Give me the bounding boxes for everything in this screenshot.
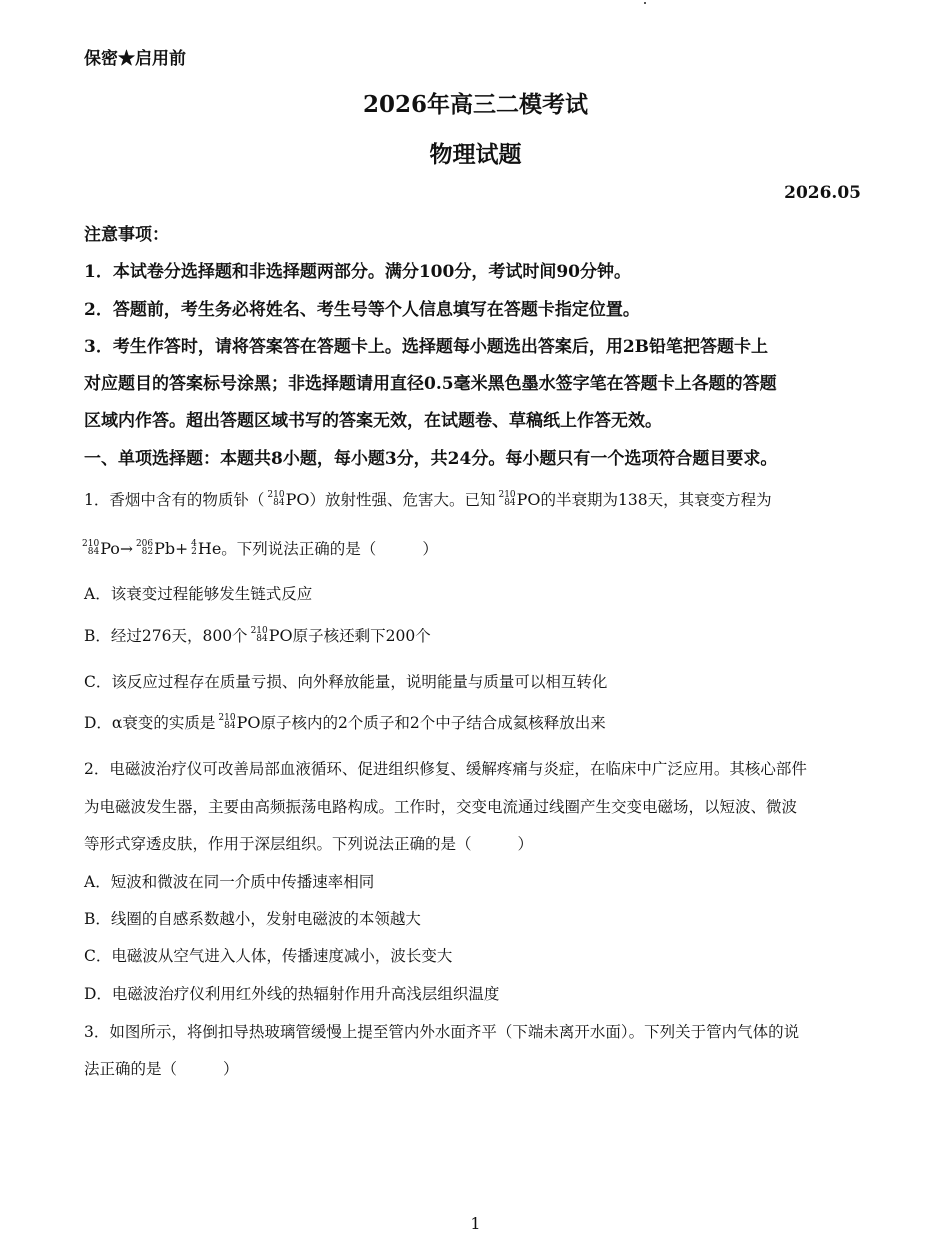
decay-equation: [82, 537, 438, 559]
paren-close: ）: [223, 1060, 239, 1078]
q1-option-c: C．该反应过程存在质量亏损、向外释放能量，说明能量与质量可以相互转化: [84, 673, 608, 691]
he-symbol: He: [197, 539, 222, 558]
paren-close: ）: [422, 540, 438, 558]
pb-symbol: Pb: [154, 539, 176, 558]
q2-stem-line: [84, 832, 533, 854]
pb-mass-number: 206: [135, 539, 154, 550]
note-item: 2．答题前，考生务必将姓名、考生号等个人信息填写在答题卡指定位置。: [84, 300, 640, 320]
note-item: 区域内作答。超出答题区域书写的答案无效，在试题卷、草稿纸上作答无效。: [84, 411, 662, 431]
q1-text-part2: ）放射性强、危害大。已知: [309, 491, 496, 509]
po-atomic-number: 84: [504, 498, 516, 508]
po-isotope-notation: [251, 628, 268, 643]
po-isotope-notation: [82, 541, 99, 556]
q2-prompt: 等形式穿透皮肤，作用于深层组织。下列说法正确的是（: [84, 835, 472, 853]
q1-option-b-pre: B．经过276天，800个: [84, 627, 248, 645]
po-symbol: PO: [516, 490, 541, 509]
q3-prompt: 法正确的是（: [84, 1060, 178, 1078]
arrow-symbol: →: [119, 540, 133, 558]
notes-heading: 注意事项：: [84, 225, 169, 245]
q1-text-part1: 1．香烟中含有的物质钋（: [84, 491, 265, 509]
he-atomic-number: 2: [191, 547, 197, 557]
po-isotope-notation: [267, 492, 284, 507]
question-1-stem: [84, 488, 772, 510]
q2-option-c: C．电磁波从空气进入人体，传播速度减小，波长变大: [84, 947, 453, 965]
q2-stem-line: 为电磁波发生器，主要由高频振荡电路构成。工作时，交变电流通过线圈产生交变电磁场，以短波、微波: [84, 798, 798, 816]
po-isotope-notation: [218, 715, 235, 730]
q1-option-b: [84, 624, 431, 646]
exam-title: 2026年高三二模考试: [362, 91, 588, 118]
note-item: 3．考生作答时，请将答案答在答题卡上。选择题每小题选出答案后，用2B铅笔把答题卡上: [84, 337, 769, 357]
q1-text-part3: 的半衰期为138天，其衰变方程为: [540, 491, 772, 509]
po-symbol: Po: [100, 539, 120, 558]
q1-option-d-post: 原子核内的2个质子和2个中子结合成氦核释放出来: [260, 714, 606, 732]
q1-option-a: A．该衰变过程能够发生链式反应: [84, 585, 313, 603]
po-symbol: PO: [236, 713, 261, 732]
q1-option-d: [84, 711, 606, 733]
exam-date: 2026.05: [784, 183, 861, 203]
q3-stem-line: 3．如图所示，将倒扣导热玻璃管缓慢上提至管内外水面齐平（下端未离开水面）。下列关于管内气体的说: [84, 1023, 800, 1041]
note-item: 1．本试卷分选择题和非选择题两部分。满分100分，考试时间90分钟。: [84, 262, 631, 282]
paren-close: ）: [517, 835, 534, 853]
he-mass-number: 4: [191, 539, 197, 550]
plus-symbol: +: [175, 540, 189, 558]
po-mass-number: 210: [267, 490, 285, 501]
note-item: 对应题目的答案标号涂黑；非选择题请用直径0.5毫米黑色墨水签字笔在答题卡上各题的答题: [84, 374, 777, 394]
po-symbol: PO: [285, 490, 310, 509]
q1-option-b-post: 原子核还剩下200个: [292, 627, 431, 645]
po-mass-number: 210: [250, 626, 268, 637]
he-isotope-notation: [191, 541, 197, 556]
po-atomic-number: 84: [87, 547, 100, 557]
q1-option-d-pre: D．α衰变的实质是: [84, 714, 216, 732]
section-heading: 一、单项选择题：本题共8小题，每小题3分，共24分。每小题只有一个选项符合题目要求。: [84, 449, 778, 469]
subject-title: 物理试题: [429, 141, 522, 168]
q2-stem-line: 2．电磁波治疗仪可改善局部血液循环、促进组织修复、缓解疼痛与炎症，在临床中广泛应用。其核心部件: [84, 760, 807, 778]
pb-isotope-notation: [136, 541, 153, 556]
q1-prompt: 。下列说法正确的是（: [221, 540, 377, 558]
po-mass-number: 210: [498, 490, 516, 501]
po-mass-number: 210: [82, 539, 100, 550]
po-atomic-number: 84: [273, 498, 285, 508]
q2-option-d: D．电磁波治疗仪利用红外线的热辐射作用升高浅层组织温度: [84, 985, 500, 1003]
page-number: 1: [470, 1214, 481, 1233]
po-atomic-number: 84: [224, 721, 236, 731]
scan-dot: [644, 2, 646, 4]
pb-atomic-number: 82: [141, 547, 154, 557]
po-atomic-number: 84: [256, 634, 268, 644]
confidential-label: 保密★启用前: [84, 49, 186, 69]
q3-stem-line: [84, 1057, 239, 1079]
po-isotope-notation: [498, 492, 515, 507]
q2-option-b: B．线圈的自感系数越小，发射电磁波的本领越大: [84, 910, 421, 928]
q2-option-a: A．短波和微波在同一介质中传播速率相同: [84, 873, 375, 891]
po-mass-number: 210: [218, 713, 236, 724]
po-symbol: PO: [268, 626, 293, 645]
